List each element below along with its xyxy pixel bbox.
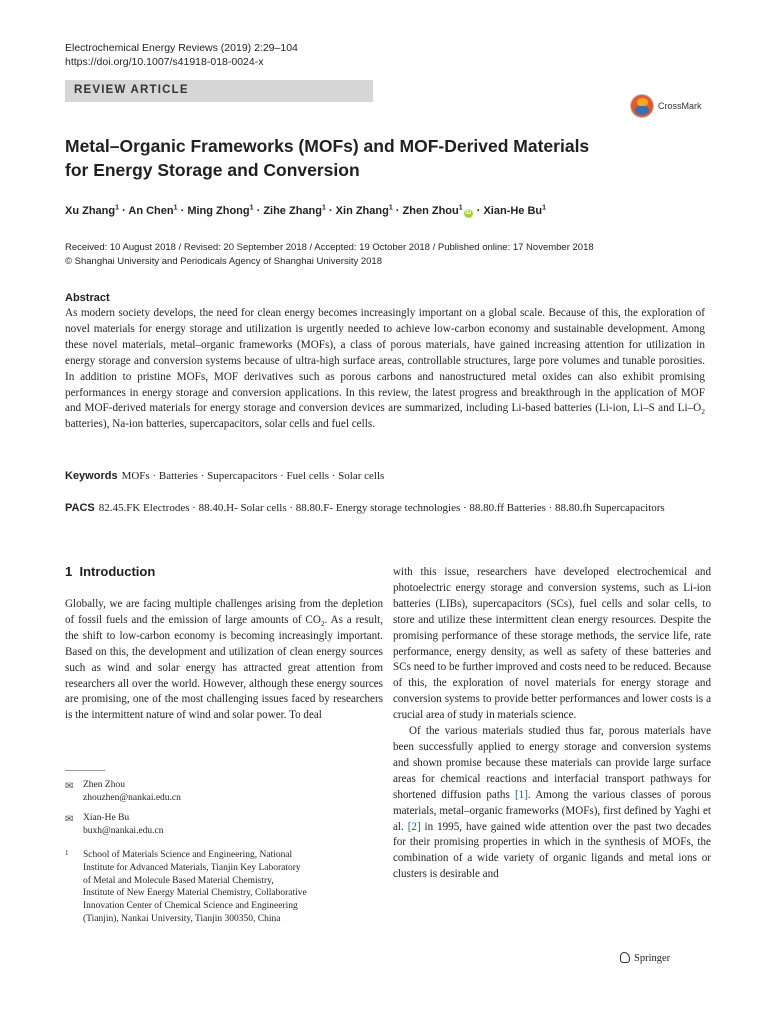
- body-column-left: [65, 597, 383, 724]
- author-affiliation-marker: 1: [115, 204, 120, 212]
- publisher-logo: [620, 952, 670, 964]
- publication-dates: Received: 10 August 2018 / Revised: 20 September 2018 / Accepted: 19 October 2018 / Published online: 17 November 2018: [65, 242, 594, 253]
- abstract-text-end: batteries), Na-ion batteries, supercapacitors, solar cells and fuel cells.: [65, 418, 376, 431]
- paragraph-text: . Among the various classes of porous materials, metal–organic frameworks (MOFs), first defined by Yaghi et al.: [393, 788, 711, 833]
- abstract-text-main: As modern society develops, the need for clean energy becomes increasingly important on a global scale. Because of this, the exploration of novel materials for energy storage and utilization is urgently needed to achieve low-carbon economy and sustainable development. Among these novel materials, metal–organic frameworks (MOFs), a class of porous materials, have gained increasing attention for utilization in energy storage and conversion systems because of ultra-high surface areas, controllable structures, large pore volumes and tunable porosities. In addition to pristine MOFs, MOF derivatives such as porous carbons and nanostructured metal oxides can also exhibit promising performances in energy storage and conversion applications. In this review, the latest progress and breakthrough in the application of MOF and MOF-derived materials for energy storage and conversion devices are summarized, including Li-based batteries (Li-ion, Li–S and Li–O: [65, 307, 705, 415]
- article-type-label: REVIEW ARTICLE: [74, 84, 189, 96]
- author-separator: ·: [473, 205, 484, 217]
- article-title: [65, 134, 645, 182]
- author-separator: ·: [392, 205, 403, 217]
- footnote-divider: [65, 770, 105, 771]
- paragraph: [393, 724, 711, 883]
- author-affiliation-marker: 1: [458, 204, 463, 212]
- springer-horse-icon: [620, 952, 630, 963]
- abstract-text: [65, 306, 705, 433]
- affiliation-line: Innovation Center of Chemical Science and Engineering: [83, 901, 298, 912]
- abstract-heading: Abstract: [65, 292, 110, 304]
- author-name: Zhen Zhou: [402, 205, 459, 217]
- pacs-line: [65, 500, 705, 516]
- copyright-line: © Shanghai University and Periodicals Agency of Shanghai University 2018: [65, 256, 382, 267]
- section-number: 1: [65, 564, 73, 579]
- section-title: Introduction: [79, 564, 156, 579]
- author-affiliation-marker: 1: [321, 204, 326, 212]
- author-separator: ·: [177, 205, 188, 217]
- affiliation-number: 1: [65, 849, 69, 857]
- affiliation-line: Institute for Advanced Materials, Tianjin Key Laboratory: [83, 862, 301, 873]
- publisher-name: Springer: [634, 953, 671, 964]
- author-affiliation-marker: 1: [388, 204, 393, 212]
- body-column-right: [393, 565, 711, 883]
- keywords-label: Keywords: [65, 470, 118, 482]
- paragraph-text: in 1995, have gained wide attention over the past two decades for their promising properties in which in the synthesis of MOFs, the combination of a wide variety of organic ligands and metal ions or clusters is desirable and: [393, 820, 712, 881]
- affiliation-line: School of Materials Science and Engineering, National: [83, 850, 293, 860]
- subscript: 2: [320, 619, 325, 629]
- publication-history: [65, 241, 594, 269]
- abstract-subscript: 2: [701, 407, 705, 417]
- keywords-line: [65, 468, 384, 484]
- title-line-2: for Energy Storage and Conversion: [65, 160, 360, 180]
- contact-name: Xian-He Bu: [83, 813, 130, 823]
- contact-email[interactable]: buxh@nankai.edu.cn: [83, 826, 164, 836]
- author-affiliation-marker: 1: [173, 204, 178, 212]
- section-heading: [65, 564, 155, 579]
- reference-link[interactable]: [2]: [407, 820, 421, 833]
- author-separator: ·: [119, 205, 129, 217]
- crossmark-badge[interactable]: [630, 92, 705, 122]
- journal-citation: Electrochemical Energy Reviews (2019) 2:29–104: [65, 42, 298, 54]
- paragraph-text: . As a result, the shift to low-carbon economy is becoming increasingly important. Based on this, the development and utilization of clean energy sources such as wind and solar energy has attracted great attention from researchers all over the world. However, although these energy sources are promising, one of the most challenging issues faced by researchers is the intermittent nature of wind and solar power. To deal: [65, 613, 384, 722]
- reference-link[interactable]: [1]: [514, 788, 528, 801]
- journal-header: [65, 41, 298, 69]
- affiliation-line: (Tianjin), Nankai University, Tianjin 300350, China: [83, 913, 281, 924]
- crossmark-label: CrossMark: [658, 101, 702, 111]
- title-line-1: Metal–Organic Frameworks (MOFs) and MOF-Derived Materials: [65, 136, 590, 156]
- paragraph: with this issue, researchers have developed electrochemical and photoelectric energy storage and conversion systems, such as Li-ion batteries (LIBs), supercapacitors (SCs), fuel cells and solar cells, to store and utilize these intermittent clean energy resources. Despite the promising performance of these storage methods, the service life, rate performance, energy density, as well as safety of these batteries and SCs need to be further improved and costs need to be reduced. Because of this, the exploration of novel materials for energy storage and conversion systems to provide better performances and lower costs is a crucial area of study in materials science.: [393, 566, 711, 722]
- author-name: Xin Zhang: [335, 205, 389, 217]
- author-name: Zihe Zhang: [263, 205, 322, 217]
- author-affiliation-marker: 1: [249, 204, 254, 212]
- keywords-text: MOFs · Batteries · Supercapacitors · Fuel cells · Solar cells: [121, 470, 385, 482]
- paragraph-text: Globally, we are facing multiple challenges arising from the depletion of fossil fuels and the emission of large amounts of CO: [65, 598, 383, 626]
- pacs-text: 82.45.FK Electrodes · 88.40.H- Solar cells · 88.80.F- Energy storage technologies · 88.80.ff Batteries · 88.80.fh Supercapacitors: [98, 502, 665, 514]
- paragraph: [65, 597, 383, 724]
- affiliation-line: of Metal and Molecule Based Material Chemistry,: [83, 875, 274, 886]
- affiliation-line: Institute of New Energy Material Chemistry, Collaborative: [83, 888, 307, 899]
- author-separator: ·: [253, 205, 264, 217]
- abstract-section: [65, 290, 705, 433]
- paragraph-text: Of the various materials studied thus far, porous materials have been successfully applied to energy storage and conversion systems and shown promise because these materials can provide large surface areas for chemical reactions and interfacial transport pathways for shortened diffusion paths: [393, 725, 711, 801]
- envelope-icon: ✉: [65, 814, 74, 825]
- author-separator: ·: [325, 205, 336, 217]
- author-name: Xu Zhang: [65, 205, 116, 217]
- author-list: [65, 203, 715, 219]
- orcid-icon[interactable]: iD: [465, 210, 472, 216]
- crossmark-icon: [630, 94, 654, 118]
- contact-name: Zhen Zhou: [83, 780, 125, 790]
- pacs-label: PACS: [65, 502, 95, 514]
- doi-link[interactable]: https://doi.org/10.1007/s41918-018-0024-x: [65, 56, 264, 68]
- author-name: An Chen: [128, 205, 174, 217]
- article-type-banner: [65, 80, 373, 102]
- contact-email[interactable]: zhouzhen@nankai.edu.cn: [83, 793, 181, 803]
- author-name: Xian-He Bu: [483, 205, 543, 217]
- author-name: Ming Zhong: [187, 205, 250, 217]
- author-affiliation-marker: 1: [542, 204, 547, 212]
- envelope-icon: ✉: [65, 781, 74, 792]
